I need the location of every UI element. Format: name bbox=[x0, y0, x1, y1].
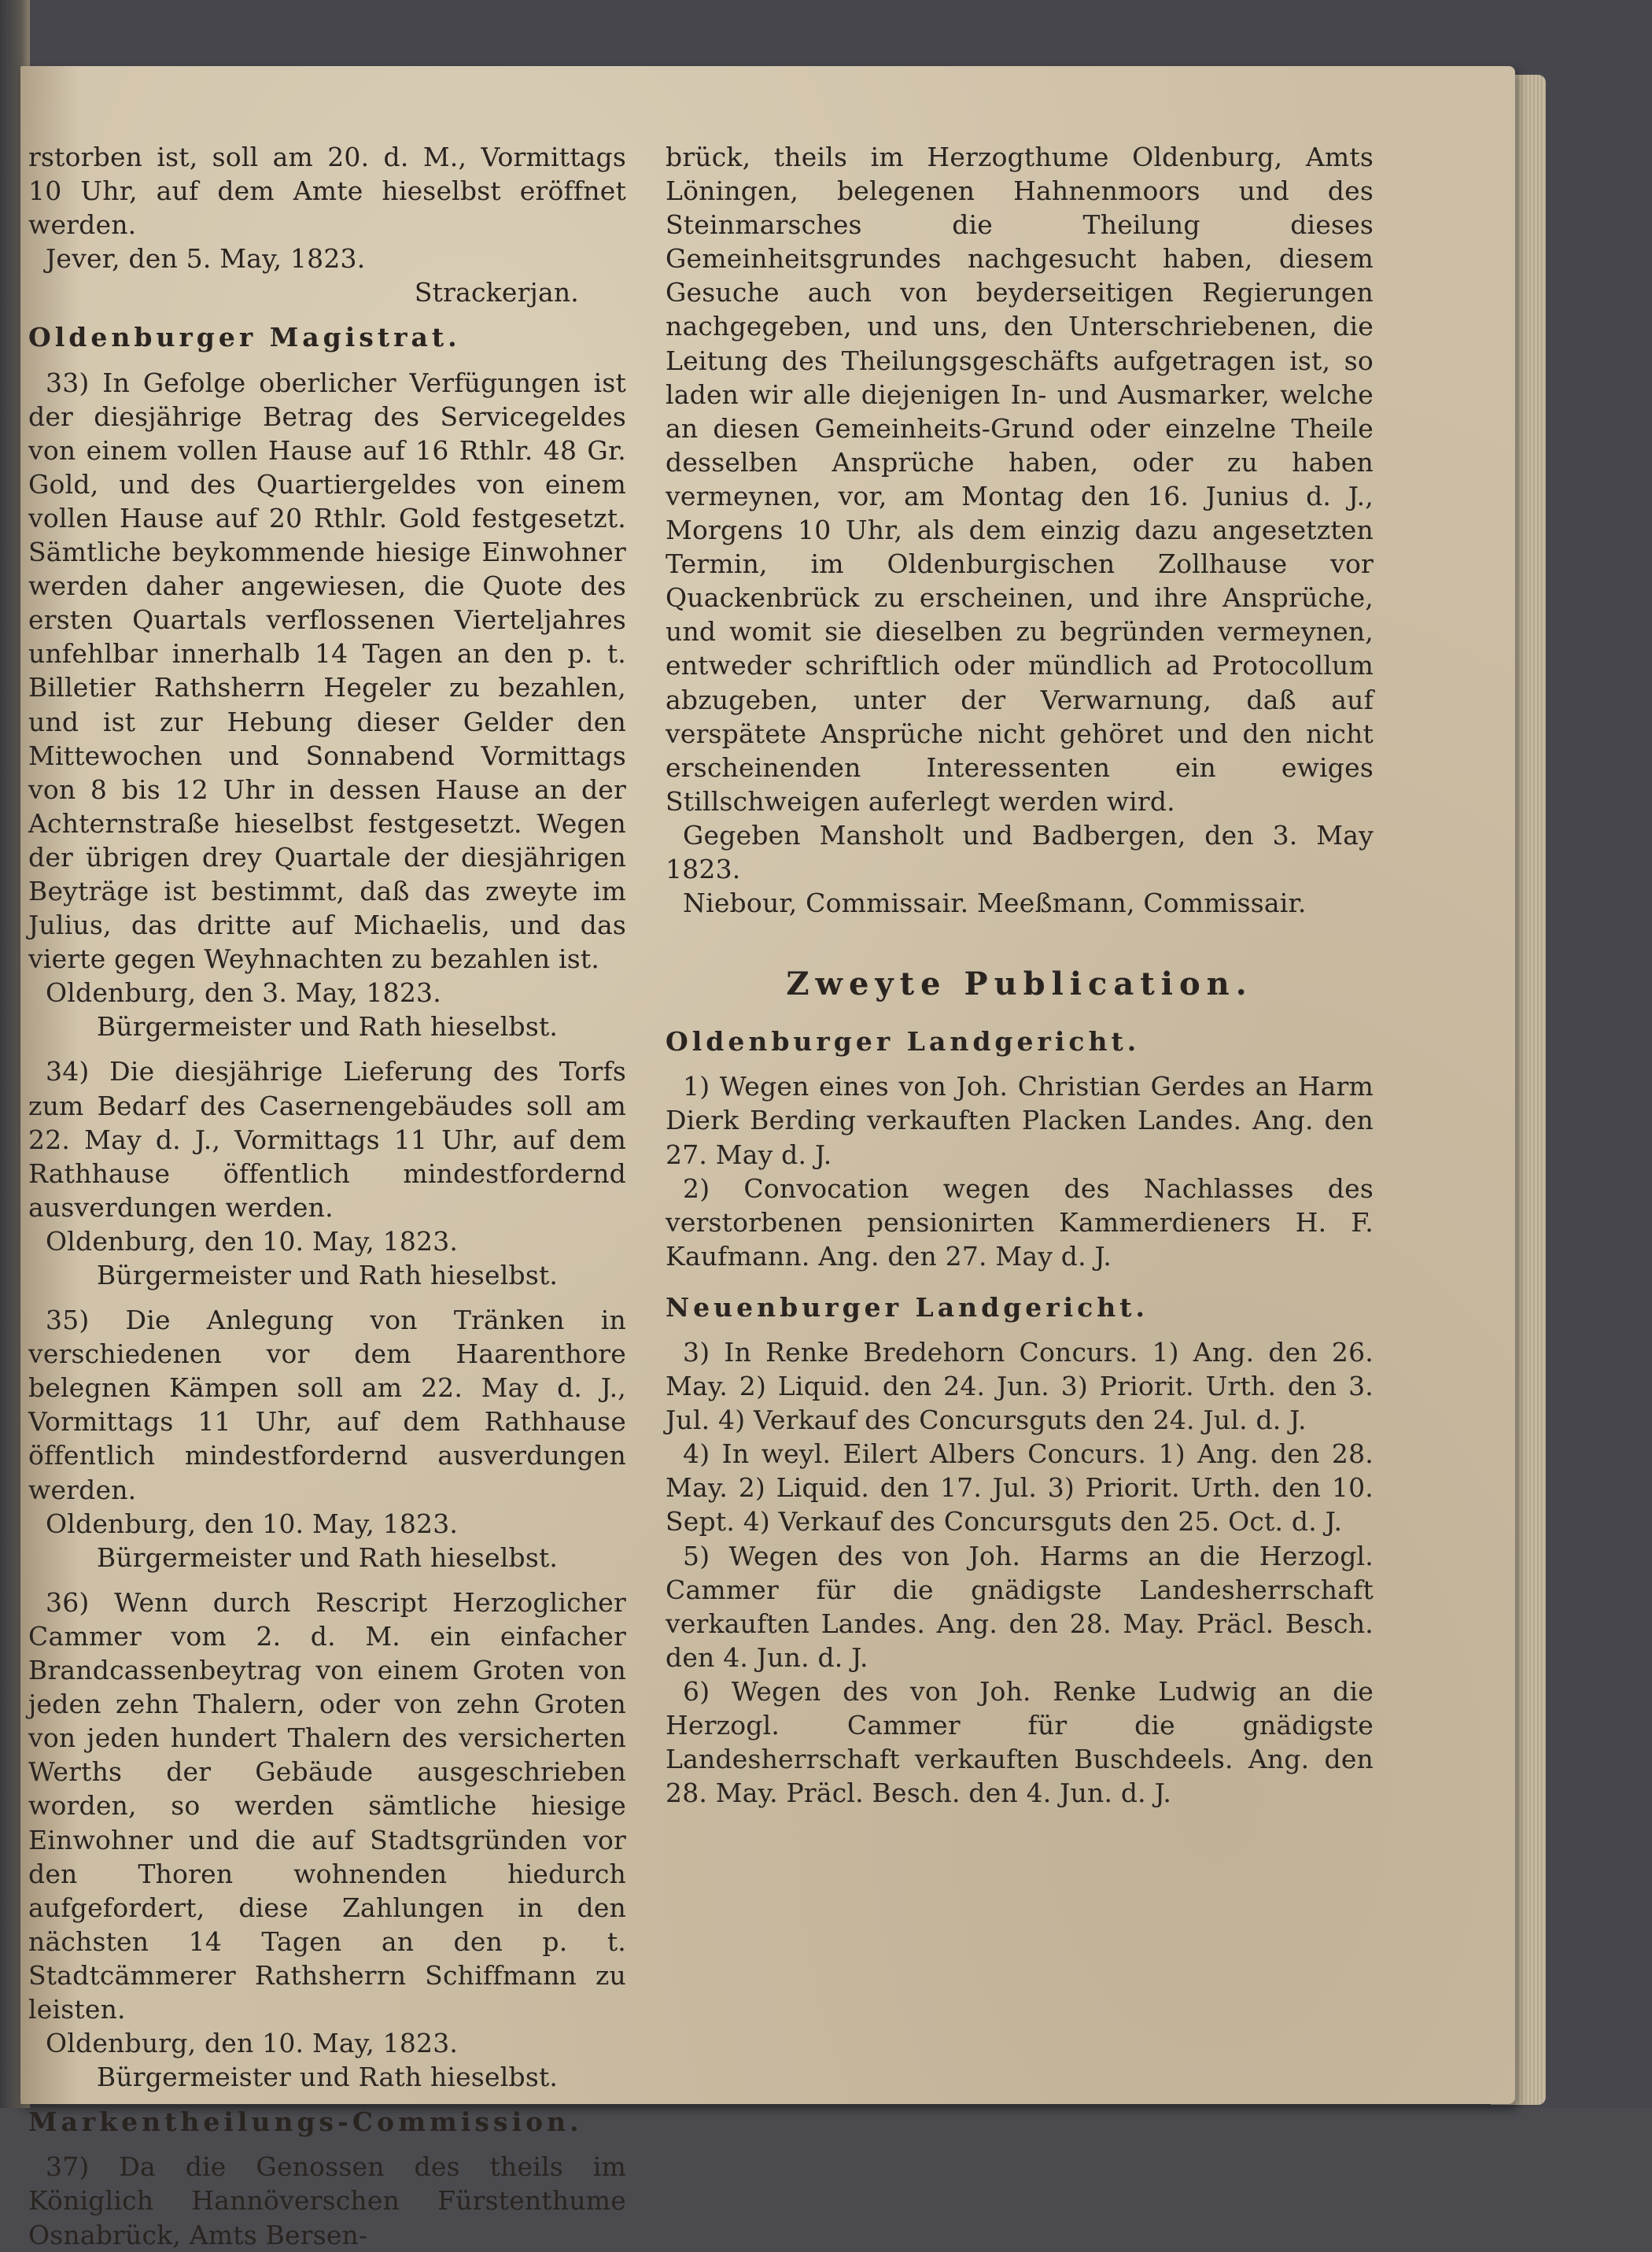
notice-33: 33) In Gefolge oberlicher Verfügungen ist der diesjährige Betrag des Servicegeldes von einem vollen Hause auf 16 Rthlr. 48 Gr. Gold, und des Quartiergeldes von einem vollen Hause auf 20 Rthlr. Gold festgesetzt. Sämtliche beykommende hiesige Einwohner werden daher angewiesen, die Quote des ersten Quartals verflossenen Vierteljahres unfehlbar innerhalb 14 Tagen an den p. t. Billetier Rathsherrn Hegeler zu bezahlen, und ist zur Hebung dieser Gelder den Mittewochen und Sonnabend Vormittags von 8 bis 12 Uhr in dessen Hause an der Achternstraße hieselbst festgesetzt. Wegen der übrigen drey Quartale der diesjährigen Beyträge ist bestimmt, daß das zweyte im Julius, das dritte auf Michaelis, und das vierte gegen Weyhnachten zu bezahlen ist. bbox=[28, 367, 626, 975]
notice-34: 34) Die diesjährige Lieferung des Torfs zum Bedarf des Casernengebäudes soll am 22. May d. J., Vormittags 11 Uhr, auf dem Rathhause öffentlich mindestfordernd ausverdungen werden. bbox=[28, 1056, 626, 1223]
section-heading-commission: Markentheilungs-Commission. bbox=[28, 2106, 583, 2138]
entry-n4: 4) In weyl. Eilert Albers Concurs. 1) Ang. den 28. May. 2) Liquid. den 17. Jul. 3) Priorit. Urth. den 10. Sept. 4) Verkauf des Concursguts den 25. Oct. d. J. bbox=[666, 1438, 1374, 1538]
entry-n3: 3) In Renke Bredehorn Concurs. 1) Ang. den 26. May. 2) Liquid. den 24. Jun. 3) Priorit. Urth. den 3. Jul. 4) Verkauf des Concursguts den 24. Jul. d. J. bbox=[666, 1337, 1374, 1436]
section-heading-neuenburger-landgericht: Neuenburger Landgericht. bbox=[666, 1291, 1149, 1323]
notice-36-signature: Bürgermeister und Rath hieselbst. bbox=[96, 2062, 559, 2093]
notice-37-date: Gegeben Mansholt und Badbergen, den 3. May 1823. bbox=[666, 819, 1374, 884]
notice-33-signature: Bürgermeister und Rath hieselbst. bbox=[96, 1011, 559, 1043]
notice-35-signature: Bürgermeister und Rath hieselbst. bbox=[96, 1541, 559, 1573]
section-heading-magistrat: Oldenburger Magistrat. bbox=[28, 322, 461, 353]
notice-signature: Strackerjan. bbox=[414, 277, 579, 308]
notice-fragment: rstorben ist, soll am 20. d. M., Vormittags 10 Uhr, auf dem Amte hieselbst eröffnet werden. bbox=[28, 142, 626, 241]
notice-34-date: Oldenburg, den 10. May, 1823. bbox=[46, 1225, 459, 1257]
notice-36: 36) Wenn durch Rescript Herzoglicher Cammer vom 2. d. M. ein einfacher Brandcassenbeytrag von einem Groten von jeden zehn Thalern, oder von zehn Groten von jeden hundert Thalern des versicherten Werths der Gebäude ausgeschrieben worden, so werden sämtliche hiesige Einwohner und die auf Stadtsgründen vor den Thoren wohnenden hiedurch aufgefordert, diese Zahlungen in den nächsten 14 Tagen an den p. t. Stadtcämmerer Rathsherrn Schiffmann zu leisten. bbox=[28, 1586, 626, 2025]
entry-n6: 6) Wegen des von Joh. Renke Ludwig an die Herzogl. Cammer für die gnädigste Landesherrschaft verkauften Buschdeels. Ang. den 28. May. Präcl. Besch. den 4. Jun. d. J. bbox=[666, 1675, 1374, 1809]
notice-35: 35) Die Anlegung von Tränken in verschiedenen vor dem Haarenthore belegnen Kämpen soll am 22. May d. J., Vormittags 11 Uhr, auf dem Rathhause öffentlich mindestfordernd ausverdungen werden. bbox=[28, 1305, 626, 1505]
notice-35-date: Oldenburg, den 10. May, 1823. bbox=[46, 1508, 459, 1539]
newspaper-page bbox=[20, 66, 1515, 2250]
entry-o2: 2) Convocation wegen des Nachlasses des verstorbenen pensionirten Kammerdieners H. F. Kaufmann. Ang. den 27. May d. J. bbox=[666, 1172, 1374, 1272]
right-column bbox=[666, 140, 1374, 1810]
entry-o1: 1) Wegen eines von Joh. Christian Gerdes an Harm Dierk Berding verkauften Placken Landes. Ang. den 27. May d. J. bbox=[666, 1071, 1374, 1170]
notice-36-date: Oldenburg, den 10. May, 1823. bbox=[46, 2028, 459, 2059]
notice-33-date: Oldenburg, den 3. May, 1823. bbox=[46, 977, 441, 1009]
notice-date: Jever, den 5. May, 1823. bbox=[46, 243, 366, 275]
notice-34-signature: Bürgermeister und Rath hieselbst. bbox=[96, 1260, 559, 1290]
notice-37-start: 37) Da die Genossen des theils im Königlich Hannöverschen Fürstenthume Osnabrück, Amts Bersen- bbox=[28, 2151, 626, 2250]
notice-37-signature: Niebour, Commissair. Meeßmann, Commissair. bbox=[683, 888, 1307, 919]
notice-37-continued: brück, theils im Herzogthume Oldenburg, Amts Löningen, belegenen Hahnenmoors und des Steinmarsches die Theilung dieses Gemeinheitsgrundes nachgesucht haben, diesem Gesuche auch von beyderseitigen Regierungen nachgegeben, und uns, den Unterschriebenen, die Leitung des Theilungsgeschäfts aufgetragen ist, so laden wir alle diejenigen In- und Ausmarker, welche an diesen Gemeinheits-Grund oder einzelne Theile desselben Ansprüche haben, oder zu haben vermeynen, vor, am Montag den 16. Junius d. J., Morgens 10 Uhr, als dem einzig dazu angesetzten Termin, im Oldenburgischen Zollhause vor Quackenbrück zu erscheinen, und ihre Ansprüche, und womit sie dieselben zu begründen vermeynen, entweder schriftlich oder mündlich ad Protocollum abzugeben, unter der Verwarnung, daß auf verspätete Ansprüche nicht gehöret und den nicht erscheinenden Interessenten ein ewiges Stillschweigen auferlegt werden wird. bbox=[666, 142, 1374, 817]
left-column bbox=[28, 140, 626, 2252]
entry-n5: 5) Wegen des von Joh. Harms an die Herzogl. Cammer für die gnädigste Landesherrschaft verkauften Landes. Ang. den 28. May. Präcl. Besch. den 4. Jun. d. J. bbox=[666, 1540, 1374, 1673]
publication-heading: Zweyte Publication. bbox=[786, 965, 1253, 1003]
section-heading-oldenburger-landgericht: Oldenburger Landgericht. bbox=[666, 1026, 1141, 1058]
